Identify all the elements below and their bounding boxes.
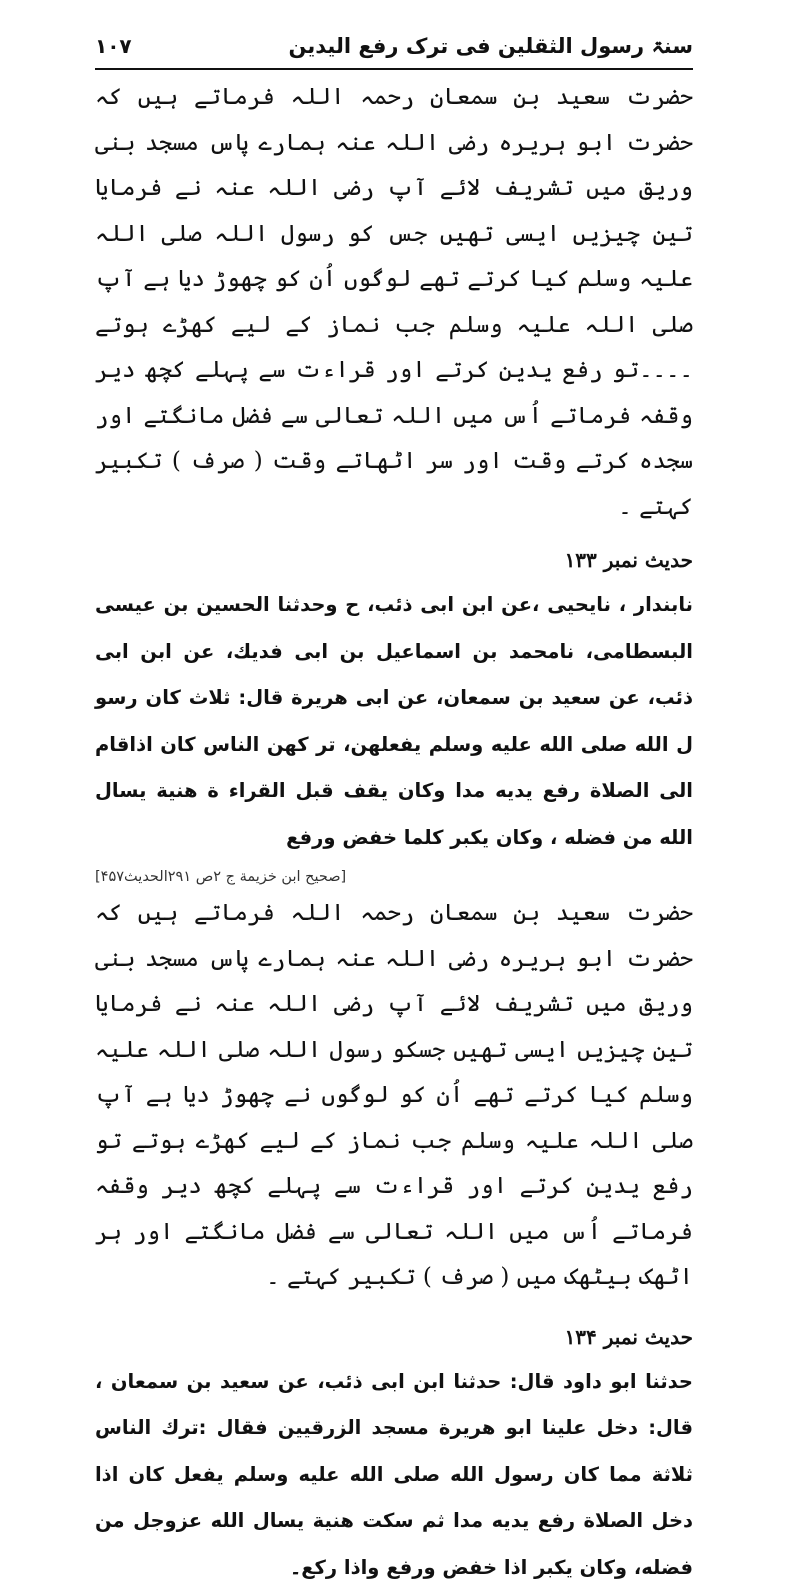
page-body: [95, 75, 693, 1591]
running-header: [95, 28, 693, 70]
page-number: ۱۰۷: [95, 34, 132, 58]
source-reference: [95, 863, 693, 891]
urdu-translation-2: حضرت سعید بن سمعان رحمہ اللہ فرماتے ہیں کہ حضرت ابو ہریرہ رضی اللہ عنہ ہمارے پاس مسجد بنی وریق میں تشریف لائے آپ رضی اللہ عنہ نے فرمایا تین چیزیں ایسی تھیں جسکو رسول اللہ صلی اللہ علیہ وسلم کیا کرتے تھے اُن کو لوگوں نے چھوڑ دیا ہے آپ صلی اللہ علیہ وسلم جب نماز کے لیے کھڑے ہوتے تو رفع یدین کرتے اور قراءت سے پہلے کچھ دیر وقفہ فرماتے اُس میں اللہ تعالی سے فضل مانگتے اور ہر اٹھک بیٹھک میں ( صرف ) تکبیر کہتے ۔: [95, 891, 693, 1301]
arabic-hadith-134: حدثنا ابو داود قال: حدثنا ابن ابی ذئب، عن سعید بن سمعان ، قال: دخل علینا ابو هریرة مسجد الزرقیین فقال :ترك الناس ثلاثة مما كان رسول الله صلی الله علیه وسلم یفعل كان اذا دخل الصلاة رفع یدیه مدا ثم سكت هنیة یسال الله عزوجل من فضله، وكان یكبر اذا خفض ورفع واذا ركع۔: [95, 1359, 693, 1591]
book-title: سنۃ رسول الثقلین فی ترک رفع الیدین: [288, 34, 693, 58]
arabic-hadith-133: نابندار ، نایحیی ،عن ابن ابی ذئب، ح وحدثنا الحسین بن عیسی البسطامی، نامحمد بن اسماعیل بن ابی فدیك، عن ابن ابی ذئب، عن سعید بن سمعان، عن ابی هریرة قال: ثلاث كان رسو ل الله صلی الله علیه وسلم یفعلهن، تر كهن الناس كان اذاقام الی الصلاة رفع یدیه مدا وكان یقف قبل القراء ة هنیة یسال الله من فضله ، وكان یكبر كلما خفض ورفع: [95, 582, 693, 861]
hadith-number-heading-133: حدیث نمبر ۱۳۳: [95, 538, 693, 582]
urdu-translation-1: حضرت سعید بن سمعان رحمہ اللہ فرماتے ہیں کہ حضرت ابو ہریرہ رضی اللہ عنہ ہمارے پاس مسجد بنی وریق میں تشریف لائے آپ رضی اللہ عنہ نے فرمایا تین چیزیں ایسی تھیں جس کو رسول اللہ صلی اللہ علیہ وسلم کیا کرتے تھے لوگوں اُن کو چھوڑ دیا ہے آپ صلی اللہ علیہ وسلم جب نماز کے لیے کھڑے ہوتے ۔۔۔۔تو رفع یدین کرتے اور قراءت سے پہلے کچھ دیر وقفہ فرماتے اُس میں اللہ تعالی سے فضل مانگتے اور سجدہ کرتے وقت اور سر اٹھاتے وقت ( صرف ) تکبیر کہتے ۔: [95, 75, 693, 530]
hadith-number-heading-134: حدیث نمبر ۱۳۴: [95, 1315, 693, 1359]
source-reference-text: [صحیح ابن خزیمة ج ۲ص ۲۹۱الحدیث۴۵۷]: [95, 869, 346, 885]
